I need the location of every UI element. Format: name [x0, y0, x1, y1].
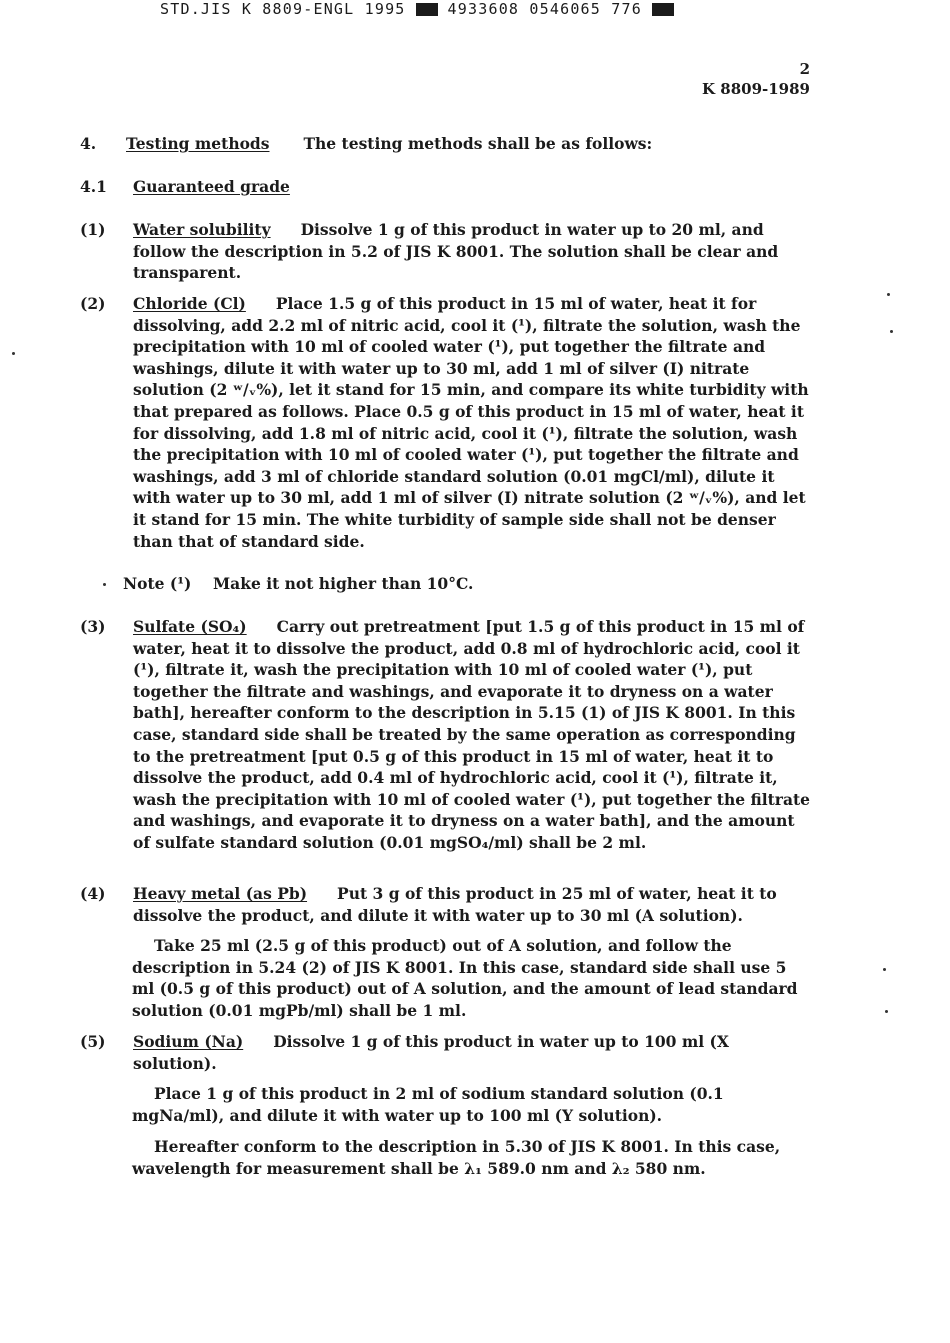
scan-speck	[887, 293, 890, 296]
document-header-code	[160, 0, 684, 18]
header-barcode-number: 4933608 0546065 776	[447, 0, 642, 18]
scan-speck	[103, 583, 106, 586]
item-text: Dissolve 1 g of this product in water up to 100 ml (X solution).	[133, 1032, 729, 1073]
section-number: 4.1	[80, 177, 107, 196]
footnote-label: Note (¹)	[123, 574, 192, 593]
header-block-mark	[416, 3, 438, 16]
item-title: Sulfate (SO₄)	[133, 617, 247, 636]
item-number: (4)	[80, 884, 106, 903]
footnote-text: Make it not higher than 10°C.	[213, 574, 474, 593]
item-3-sulfate	[80, 616, 810, 854]
item-5-paragraph-2: Place 1 g of this product in 2 ml of sodium standard solution (0.1 mgNa/ml), and dilute it with water up to 100 ml (Y solution).	[132, 1084, 724, 1125]
section-number: 4.	[80, 134, 97, 153]
item-number: (2)	[80, 294, 106, 313]
page-number: 2	[799, 60, 810, 78]
item-number: (3)	[80, 617, 106, 636]
scan-speck	[883, 968, 886, 971]
section-4	[80, 133, 810, 155]
section-4-1	[80, 176, 810, 198]
scan-speck	[890, 330, 893, 333]
item-text: Dissolve 1 g of this product in water up to 20 ml, and follow the description in 5.2 of JIS K 8001. The solution shall be clear and transparent.	[133, 220, 779, 283]
header-standard-code: STD.JIS K 8809-ENGL 1995	[160, 0, 406, 18]
item-title: Water solubility	[133, 220, 271, 239]
header-block-mark	[652, 3, 674, 16]
item-1-water-solubility	[80, 219, 810, 284]
item-4-heavy-metal	[80, 883, 810, 926]
item-text: Put 3 g of this product in 25 ml of water, heat it to dissolve the product, and dilute it with water up to 30 ml (A solution).	[133, 884, 777, 925]
item-2-chloride	[80, 293, 810, 552]
scan-speck	[12, 352, 15, 355]
item-title: Chloride (Cl)	[133, 294, 246, 313]
item-number: (5)	[80, 1032, 106, 1051]
item-text: Place 1.5 g of this product in 15 ml of water, heat it for dissolving, add 2.2 ml of nitric acid, cool it (¹), filtrate the solution, wash the precipitation with 10 ml of cooled water (¹), put together the filtrate and washings, dilute it with water up to 30 ml, add 1 ml of silver (I) nitrate solution (2 ʷ/ᵥ%), let it stand for 15 min, and compare its white turbidity with that prepared as follows. Place 0.5 g of this product in 15 ml of water, heat it for dissolving, add 1.8 ml of nitric acid, cool it (¹), filtrate the solution, wash the precipitation with 10 ml of cooled water (¹), put together the filtrate and washings, add 3 ml of chloride standard solution (0.01 mgCl/ml), dilute it with water up to 30 ml, add 1 ml of silver (I) nitrate solution (2 ʷ/ᵥ%), and let it stand for 15 min. The white turbidity of sample side shall not be denser than that of standard side.	[133, 294, 809, 551]
section-text: The testing methods shall be as follows:	[303, 134, 653, 153]
item-5-paragraph-3: Hereafter conform to the description in 5.30 of JIS K 8001. In this case, wavelength for measurement shall be λ₁ 589.0 nm and λ₂ 580 nm.	[132, 1137, 781, 1178]
item-number: (1)	[80, 220, 106, 239]
item-title: Sodium (Na)	[133, 1032, 244, 1051]
standard-number: K 8809-1989	[702, 80, 810, 98]
footnote	[123, 573, 473, 595]
section-title: Testing methods	[126, 134, 270, 153]
item-5-sodium	[80, 1031, 810, 1074]
section-title: Guaranteed grade	[133, 177, 290, 196]
item-4-paragraph-2: Take 25 ml (2.5 g of this product) out of A solution, and follow the description in 5.24 (2) of JIS K 8001. In this case, standard side shall use 5 ml (0.5 g of this product) out of A solution, and the amount of lead standard solution (0.01 mgPb/ml) shall be 1 ml.	[132, 936, 798, 1020]
item-text: Carry out pretreatment [put 1.5 g of this product in 15 ml of water, heat it to dissolve the product, add 0.8 ml of hydrochloric acid, cool it (¹), filtrate it, wash the precipitation with 10 ml of cooled water (¹), put together the filtrate and washings, and evaporate it to dryness on a water bath], hereafter conform to the description in 5.15 (1) of JIS K 8001. In this case, standard side shall be treated by the same operation as corresponding to the pretreatment [put 0.5 g of this product in 15 ml of water, heat it to dissolve the product, add 0.4 ml of hydrochloric acid, cool it (¹), filtrate it, wash the precipitation with 10 ml of cooled water (¹), put together the filtrate and washings, and evaporate it to dryness on a water bath], and the amount of sulfate standard solution (0.01 mgSO₄/ml) shall be 2 ml.	[133, 617, 811, 852]
item-title: Heavy metal (as Pb)	[133, 884, 308, 903]
scan-speck	[885, 1010, 888, 1013]
